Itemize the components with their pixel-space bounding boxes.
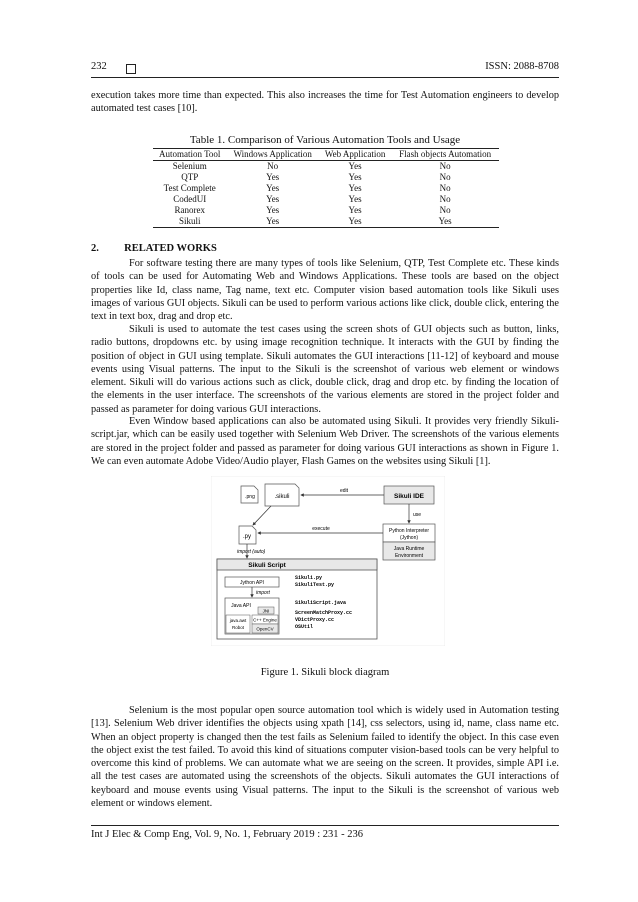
column-header: Flash objects Automation — [391, 149, 499, 161]
table-cell: QTP — [181, 172, 199, 182]
section-heading — [91, 243, 217, 254]
table-cell: No — [439, 172, 451, 182]
table-cell: Yes — [266, 172, 280, 182]
table-cell: Yes — [348, 161, 362, 171]
png-label: .png — [245, 494, 255, 500]
python-label-2: (Jython) — [399, 535, 419, 541]
body-paragraph: Selenium is the most popular open source automation tool which is widely used in Automation testing [13]. Selenium Web driver identifies the objects using xpath [14], css selectors, using id, name, class name etc. When an object property is changed then the test fails as Selenium failed to identify the object. In this case even the object exist the test failed. To avoid this kind of situations computer vision-based tools can be very helpful to overcome this kind of problems. We can automate what we are seeing on the screen. It provides, simple API i.e. all the test cases are automated using the screenshots of the objects. Sikuli automates the GUI interactions of keyboard and mouse events using Visual patterns. The input to the Sikuli is the screenshot of various web element or windows element. — [91, 705, 559, 810]
table-cell: No — [267, 161, 279, 171]
import-auto-label: import (auto) — [237, 549, 266, 555]
body-paragraph: Even Window based applications can also be automated using Sikuli. It provides very friendly Sikuli-script.jar, which can be easily used together with Selenium Web Driver. The screenshots of the various elements are stored in the project folder and passed as parameter for doing various GUI interactions as shown in Figure 1. We can even automate Adobe Video/Audio player, Flash Games on the websites using Sikuli [1]. — [91, 416, 559, 467]
import-label: import — [256, 590, 270, 596]
sikuli-script-label: Sikuli Script — [248, 562, 286, 569]
table-cell: CodedUI — [173, 194, 207, 204]
table-cell: Yes — [348, 194, 362, 204]
section-title: RELATED WORKS — [124, 243, 217, 254]
java-api-label: Java API — [231, 603, 251, 609]
body-paragraph: For software testing there are many types of tools like Selenium, QTP, Test Complete etc. These kinds of tools can be used for Automating Web and Windows Applications. These tools are based on the object properties like Id, class name, Tag name, text etc. Computer vision based automation tools like Sikuli uses images of various GUI objects. Sikuli can be used to perform various actions like click, double click, entering the text in text box, drag and drop etc. — [91, 258, 559, 323]
table-cell: Yes — [266, 183, 280, 193]
table-cell: Yes — [266, 205, 280, 215]
python-label-1: Python Interpreter — [388, 528, 430, 534]
table-cell: Yes — [319, 216, 391, 228]
file-name: SikuliScript.java — [295, 600, 347, 606]
table-cell: No — [439, 205, 451, 215]
table-header-row — [153, 149, 499, 161]
page-number: 232 — [91, 61, 107, 72]
column-header: Automation Tool — [153, 149, 226, 161]
table-row — [153, 172, 499, 183]
jre-label-2: Environment — [394, 553, 424, 559]
file-name: OSUtil — [295, 624, 314, 630]
table-cell: Yes — [348, 172, 362, 182]
jni-label: JNI — [262, 608, 270, 614]
square-icon — [126, 60, 136, 78]
file-name: SikuliTest.py — [295, 582, 335, 588]
jre-label-1: Java Runtime — [393, 546, 425, 552]
table-cell: Yes — [348, 183, 362, 193]
java-awt-label: java.awt — [229, 618, 247, 623]
sikuli-label: .sikuli — [274, 494, 290, 500]
table-row — [153, 216, 499, 228]
table-row — [153, 194, 499, 205]
jython-api-label: Jython API — [240, 580, 264, 586]
cpp-engine-label: C++ Engine — [253, 617, 277, 623]
table-cell: No — [439, 183, 451, 193]
table-cell: Yes — [266, 194, 280, 204]
robot-label: Robot — [231, 625, 245, 630]
sikuli-block-diagram — [211, 476, 445, 646]
body-paragraph: Sikuli is used to automate the test cases using the screen shots of GUI objects such as button, links, radio buttons, dropdowns etc. by using image recognition technique. It interacts with the GUI by finding the position of object in GUI using template. Sikuli automates the GUI interactions [11-12] of keyboard and mouse events using Visual patterns. The input to the Sikuli is the screenshot of various web element or windows element. Sikuli will do various actions such as click, double click, drag and drop etc. by finding the location of the elements in the user interface. The screenshots of the various elements are stored in the project folder and passed as parameter for doing various GUI interactions. — [91, 324, 559, 415]
table-row — [153, 205, 499, 216]
table-row — [153, 161, 499, 173]
table-cell: Test Complete — [163, 183, 216, 193]
table-cell: Yes — [226, 216, 318, 228]
table-cell: No — [439, 194, 451, 204]
table-cell: Sikuli — [153, 216, 226, 228]
table-caption: Table 1. Comparison of Various Automation Tools and Usage — [189, 134, 461, 146]
footer-citation: Int J Elec & Comp Eng, Vol. 9, No. 1, February 2019 : 231 - 236 — [91, 829, 364, 840]
section-number: 2. — [91, 243, 99, 254]
table-cell: Yes — [391, 216, 499, 228]
column-header: Windows Application — [226, 149, 318, 161]
opencv-label: OpenCV — [256, 626, 274, 632]
use-label: use — [413, 512, 422, 518]
table-cell: Selenium — [172, 161, 207, 171]
py-label: .py — [242, 534, 252, 540]
footer-rule — [91, 825, 559, 826]
table-cell: Ranorex — [174, 205, 205, 215]
comparison-table — [153, 148, 499, 228]
issn: ISSN: 2088-8708 — [485, 61, 559, 72]
sikuli-ide-label: Sikuli IDE — [394, 493, 424, 500]
table-cell: No — [439, 161, 451, 171]
table-row — [153, 183, 499, 194]
header-rule — [91, 77, 559, 78]
table-cell: Yes — [348, 205, 362, 215]
figure-caption: Figure 1. Sikuli block diagram — [260, 667, 390, 678]
column-header: Web Application — [319, 149, 391, 161]
execute-label: execute — [312, 526, 330, 532]
file-name: ScreenMatchProxy.cc — [295, 610, 353, 616]
file-name: VDictProxy.cc — [295, 617, 335, 623]
edit-label: edit — [339, 488, 349, 494]
intro-paragraph: execution takes more time than expected. This also increases the time for Test Automation engineers to develop automated test cases [10]. — [91, 90, 559, 115]
file-name: Sikuli.py — [295, 575, 323, 581]
sikuli-script-title-bar — [217, 559, 377, 570]
